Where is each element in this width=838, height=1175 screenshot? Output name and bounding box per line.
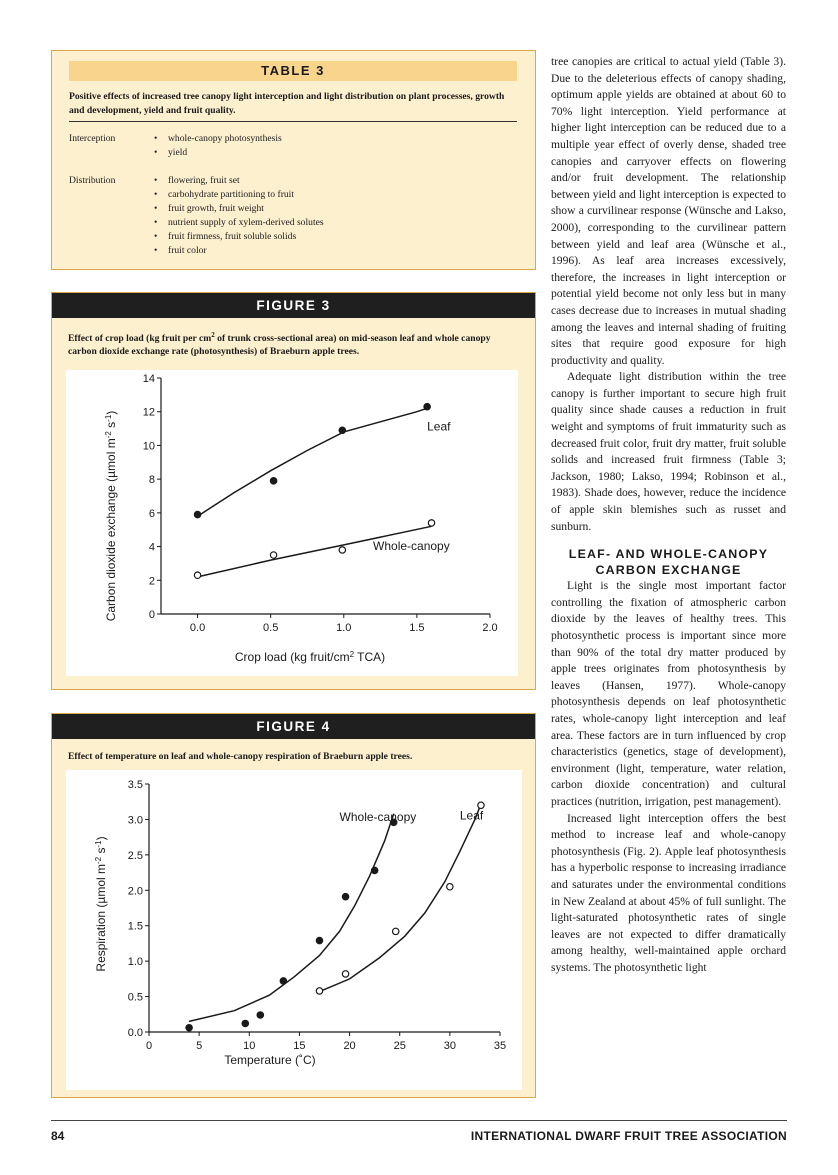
data-point: [316, 988, 322, 994]
table-divider: [69, 121, 517, 122]
data-point: [447, 884, 453, 890]
y-tick-label: 2: [148, 575, 155, 588]
series-line: [189, 814, 394, 1022]
x-tick-label: 10: [243, 1040, 256, 1052]
table-title: TABLE 3: [69, 61, 517, 81]
data-point: [371, 867, 377, 873]
x-axis-label: Crop load (kg fruit/$cm^2$ TCA): [234, 650, 386, 664]
series-label: Leaf: [427, 419, 451, 434]
figure-caption: Effect of temperature on leaf and whole-canopy respiration of Braeburn apple trees.: [68, 751, 413, 762]
figure-caption: Effect of crop load (kg fruit per $cm^2$ of trunk cross-sectional area) on mid-season leaf and whole canopy carbon dioxide exchange rate (photosynthesis) of Braeburn apple trees.: [68, 331, 491, 358]
paragraph: Increased light interception offers the best method to increase leaf and whole-canopy photosynthesis (Fig. 2). Apple leaf photosynthesis has a hyperbolic response to increasing irradiance and saturates under the environmental conditions in New Zealand at about 45% of full sunlight. The light-saturated photosynthetic rates of single leaves are not expected to differ dramatically among healthy, well-maintained apple orchard systems. The photosynthetic light: [551, 811, 786, 974]
figure-4: [51, 713, 536, 1098]
x-tick-label: 5: [196, 1040, 203, 1052]
list-item: • flowering, fruit set: [154, 174, 324, 188]
row-label: Distribution: [69, 175, 116, 186]
list-item: • fruit firmness, fruit soluble solids: [154, 230, 324, 244]
data-point: [257, 1012, 263, 1018]
y-tick-label: 8: [148, 474, 155, 487]
data-point: [424, 403, 430, 409]
y-tick-label: 6: [148, 507, 155, 520]
y-tick-label: 10: [142, 440, 155, 453]
y-tick-label: 0: [148, 609, 155, 621]
y-tick-label: 2.0: [127, 885, 143, 898]
series-label: Leaf: [459, 808, 484, 823]
row-items: [154, 174, 324, 258]
y-tick-label: 0.0: [127, 1027, 143, 1039]
x-tick-label: 0.5: [263, 622, 279, 634]
x-tick-label: 15: [293, 1040, 306, 1052]
data-point: [393, 928, 399, 934]
list-item: • carbohydrate partitioning to fruit: [154, 188, 324, 202]
data-point: [194, 511, 200, 517]
series-label: Whole-canopy: [339, 809, 417, 824]
figure-title: FIGURE 4: [52, 714, 535, 739]
y-tick-label: 14: [142, 373, 155, 385]
y-tick-label: 3.5: [127, 779, 143, 791]
y-tick-label: 3.0: [127, 814, 143, 827]
y-tick-label: 1.0: [127, 956, 143, 969]
x-tick-label: 35: [493, 1040, 507, 1052]
x-tick-label: 30: [443, 1040, 456, 1052]
data-point: [242, 1020, 248, 1026]
list-item: • whole-canopy photosynthesis: [154, 132, 282, 146]
section-heading-line: CARBON EXCHANGE: [595, 563, 742, 578]
data-point: [342, 971, 348, 977]
x-tick-label: 1.0: [336, 622, 352, 634]
data-point: [342, 893, 348, 899]
data-point: [280, 978, 286, 984]
paragraph: tree canopies are critical to actual yield (Table 3). Due to the deleterious effects of canopy shading, optimum apple yields are obtained at about 60 to 70% light interception. Yield performance at higher light interception can be reduced due to a multiple year effect of overly dense, shaded tree canopies and carryover effects on flowering and/or fruit development. The relationship between yield and light interception is expected to show a curvilinear response (Wünsche and Lakso, 2000), corresponding to the curvilinear pattern between yield and leaf area (Wünsche et al., 1996). As leaf area increases excessively, therefore, the increases in light interception or potential yield become not only less but in many cases decrease due to increases in mutual shading among the leaves and internal shading of fruiting sites that require good exposure for high productivity and quality.: [551, 55, 786, 367]
x-tick-label: 0.0: [189, 622, 206, 634]
data-point: [186, 1025, 192, 1031]
chart-figure-3: [66, 370, 518, 676]
row-items: [154, 132, 282, 160]
row-label: Interception: [69, 133, 116, 144]
data-point: [194, 572, 200, 578]
y-axis-label: Respiration (µmol $m^{-2}$ $s^{-1}$): [94, 836, 108, 972]
chart-figure-4: [66, 770, 522, 1090]
figure-3: [51, 292, 536, 690]
list-item: • yield: [154, 146, 282, 160]
y-tick-label: 4: [148, 541, 155, 554]
paragraph: Adequate light distribution within the tree canopy is further important to secure high fruit quality since shade causes a reduction in fruit weight and symptoms of fruit immaturity such as decreased fruit color, fruit dry matter, fruit soluble solids and increased fruit firmness (Table 3; Jackson, 1980; Lakso, 1994; Robinson et al., 1983). Shade does, however, reduce the incidence of apple skin blemishes such as russet and sunburn.: [551, 370, 786, 533]
data-point: [270, 478, 276, 484]
y-tick-label: 1.5: [127, 920, 143, 933]
table-caption: Positive effects of increased tree canopy light interception and light distribution on plant processes, growth and development, yield and fruit quality.: [69, 91, 505, 116]
data-point: [339, 427, 345, 433]
y-tick-label: 12: [142, 406, 155, 419]
journal-name: INTERNATIONAL DWARF FRUIT TREE ASSOCIATION: [470, 1129, 787, 1143]
list-item: • fruit color: [154, 244, 324, 258]
series-label: Whole-canopy: [373, 538, 450, 553]
paragraph: Light is the single most important factor controlling the fixation of atmospheric carbon dioxide by the leaves of healthy trees. This photosynthetic process is important since more than 90% of the total dry matter produced by apple trees originates from photosynthesis by leaves (Hansen, 1977). Whole-canopy photosynthesis depends on leaf photosynthetic rates, whole-canopy light interception and leaf area. These factors are in turn influenced by crop characteristics (genetics, stage of development), environment (light, temperature, water relation, carbon dioxide concentration) and cultural practices (nutrition, irrigation, pest management).: [551, 579, 786, 808]
x-axis-label: Temperature (˚C): [224, 1053, 316, 1067]
y-tick-label: 0.5: [127, 991, 143, 1004]
data-point: [270, 552, 276, 558]
x-tick-label: 25: [393, 1040, 406, 1052]
figure-title: FIGURE 3: [52, 293, 535, 318]
footer-rule: [51, 1120, 787, 1121]
data-point: [428, 520, 434, 526]
plot-area: [66, 770, 522, 1090]
x-tick-label: 0: [145, 1040, 153, 1052]
plot-area: [66, 370, 518, 676]
list-item: • fruit growth, fruit weight: [154, 202, 324, 216]
y-axis-label: Carbon dioxide exchange (µmol $m^{-2}$ $s^{-1}$): [104, 410, 118, 622]
series-line: [198, 408, 428, 516]
x-tick-label: 2.0: [482, 622, 498, 634]
data-point: [316, 937, 322, 943]
x-tick-label: 20: [343, 1040, 356, 1052]
x-tick-label: 1.5: [409, 622, 425, 634]
page-number: 84: [51, 1129, 65, 1143]
body-text-column: [551, 54, 786, 976]
list-item: • nutrient supply of xylem-derived solutes: [154, 216, 324, 230]
table-3: [51, 50, 536, 270]
y-tick-label: 2.5: [127, 849, 143, 862]
section-heading-line: LEAF- AND WHOLE-CANOPY: [568, 547, 769, 562]
data-point: [339, 547, 345, 553]
section-heading: [551, 546, 786, 578]
